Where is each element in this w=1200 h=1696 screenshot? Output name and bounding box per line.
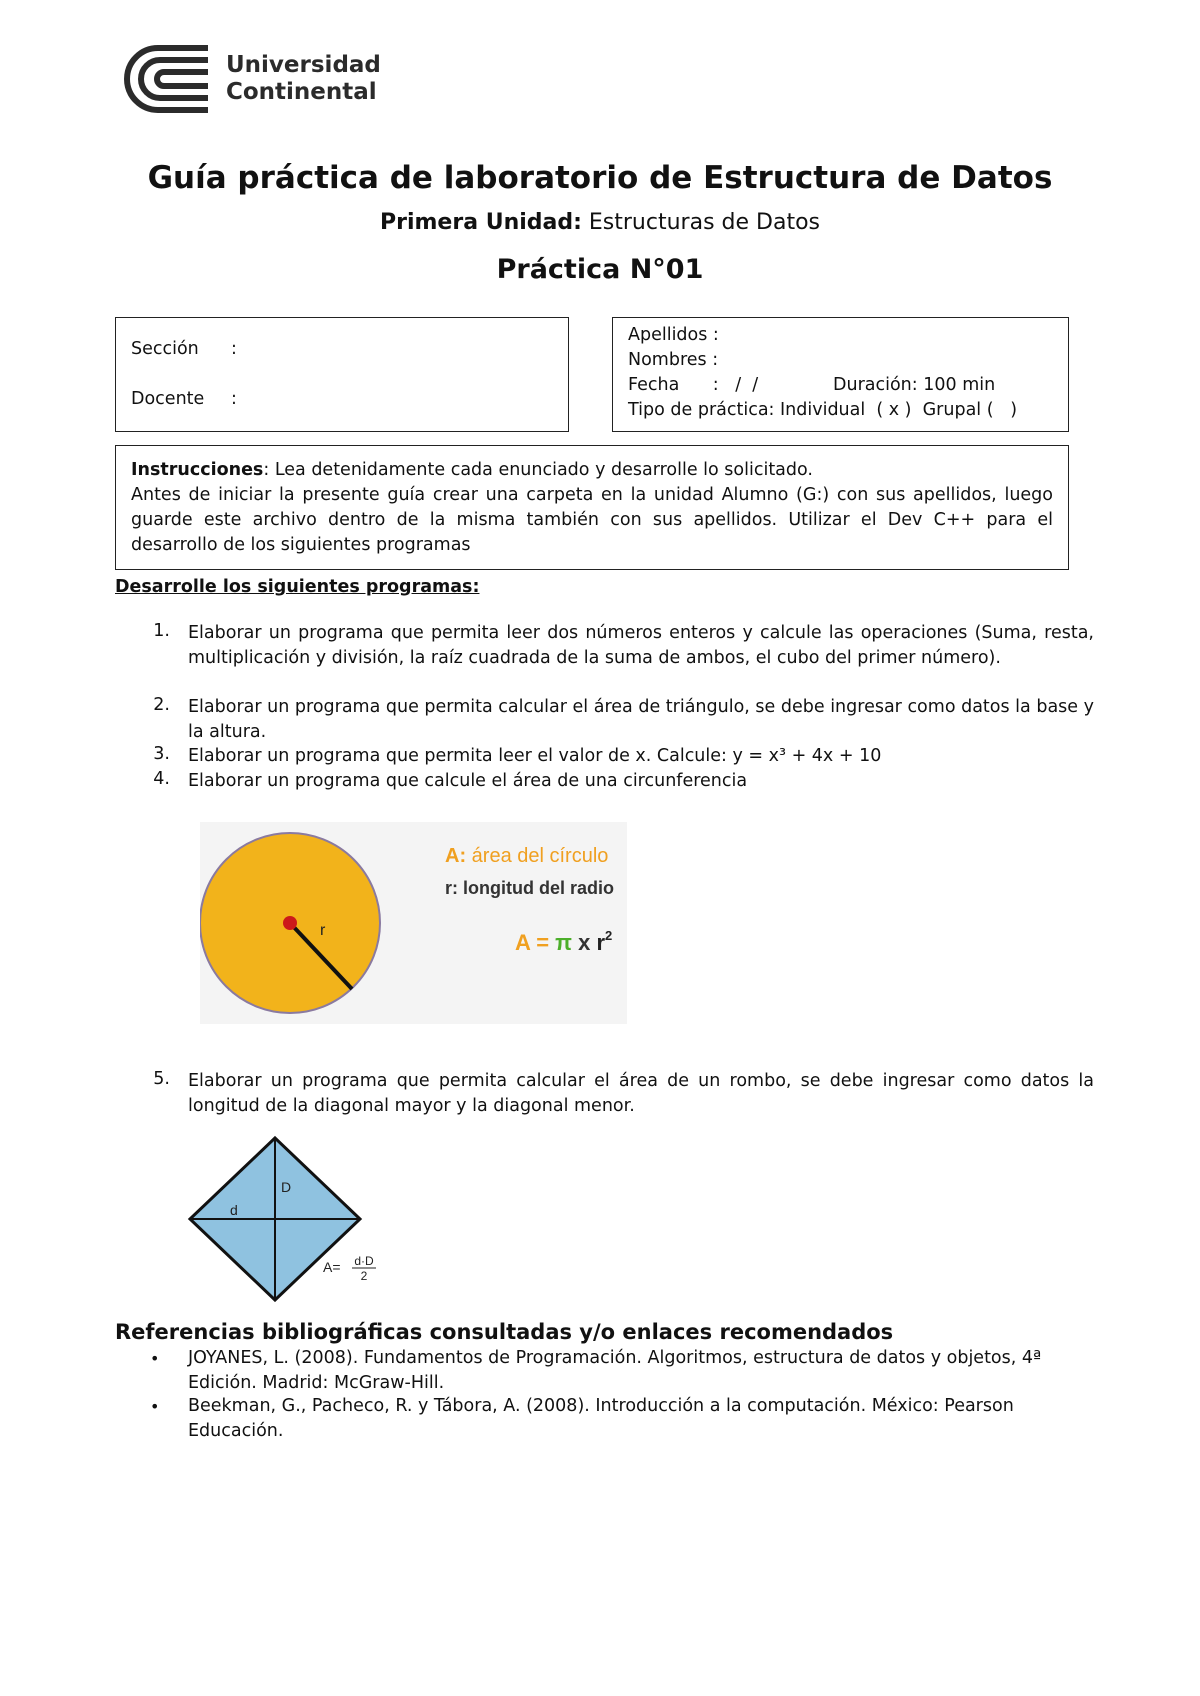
programs-header: Desarrolle los siguientes programas: [115,577,480,597]
center-point [283,916,297,930]
instructions-text [131,458,1053,558]
exercise-item: Elaborar un programa que permita calcular el área de un rombo, se debe ingresar como datos la longitud de la diagonal mayor y la diagonal menor. [188,1071,1094,1116]
section-teacher-box [115,317,569,432]
practice-type-field: Tipo de práctica: Individual ( x ) Grupal ( ) [628,400,1018,420]
unit-subtitle [0,210,1200,235]
names-field: Nombres : [628,350,719,370]
exercise-item: Elaborar un programa que permita calcular el área de triángulo, se debe ingresar como datos la base y la altura. [188,697,1094,742]
instructions-label: Instrucciones [131,460,264,480]
rhombus-formula-denominator: 2 [360,1269,368,1283]
instructions-line1: : Lea detenidamente cada enunciado y desarrolle lo solicitado. [263,460,813,480]
radius-label: r [320,922,326,939]
exercise-item: Elaborar un programa que calcule el área de una circunferencia [188,771,748,791]
exercise-item: Elaborar un programa que permita leer el valor de x. Calcule: y = x³ + 4x + 10 [188,746,882,766]
bullet: • [150,1349,160,1368]
teacher-label: Docente [131,389,205,409]
exercise-item: Elaborar un programa que permita leer dos números enteros y calcule las operaciones (Suma, resta, multiplicación y división, la raíz cuadrada de la suma de ambos, el cubo del primer número). [188,623,1094,668]
minor-diagonal-label: d [230,1202,238,1218]
section-colon: : [231,339,237,359]
item-number: 4. [153,769,170,789]
item-number: 2. [153,695,170,715]
date-field: Fecha : / / [628,375,759,395]
bullet: • [150,1397,160,1416]
rhombus-formula-lhs: A= [323,1259,341,1275]
instructions-body: Antes de iniciar la presente guía crear una carpeta en la unidad Alumno (G:) con sus apellidos, luego guarde este archivo dentro de la misma también con sus apellidos. Utilizar el Dev C++ para el desarrollo de los siguientes programas [131,485,1053,555]
circle-area-figure [200,822,627,1024]
document-title: Guía práctica de laboratorio de Estructura de Datos [147,160,1053,196]
rhombus-formula-numerator: d·D [354,1254,374,1268]
item-number: 1. [153,621,170,641]
instructions-box [115,445,1069,570]
logo-line-2: Continental [226,79,377,105]
logo-text [226,52,381,106]
item-number: 5. [153,1069,170,1089]
logo-line-1: Universidad [226,52,381,78]
reference-item: JOYANES, L. (2008). Fundamentos de Programación. Algoritmos, estructura de datos y objetos, 4ª Edición. Madrid: McGraw-Hill. [188,1348,1042,1393]
surname-field: Apellidos : [628,325,719,345]
duration-field: Duración: 100 min [833,375,996,395]
student-info-box [612,317,1069,432]
unit-value: Estructuras de Datos [581,210,820,235]
area-text: área del círculo [466,845,609,867]
area-prefix: A: [445,845,467,867]
radius-legend: r: longitud del radio [445,878,614,898]
area-legend [445,845,608,867]
references-header: Referencias bibliográficas consultadas y/o enlaces recomendados [115,1320,894,1344]
teacher-colon: : [231,389,237,409]
major-diagonal-label: D [281,1179,292,1195]
reference-item: Beekman, G., Pacheco, R. y Tábora, A. (2008). Introducción a la computación. México: Pearson Educación. [188,1396,1014,1441]
practice-number: Práctica N°01 [496,254,704,285]
unit-label: Primera Unidad: [379,210,582,235]
area-formula: A = π x $r^2$ [515,928,613,955]
item-number: 3. [153,744,170,764]
rhombus-area-figure [180,1134,400,1304]
section-label: Sección [131,339,199,359]
